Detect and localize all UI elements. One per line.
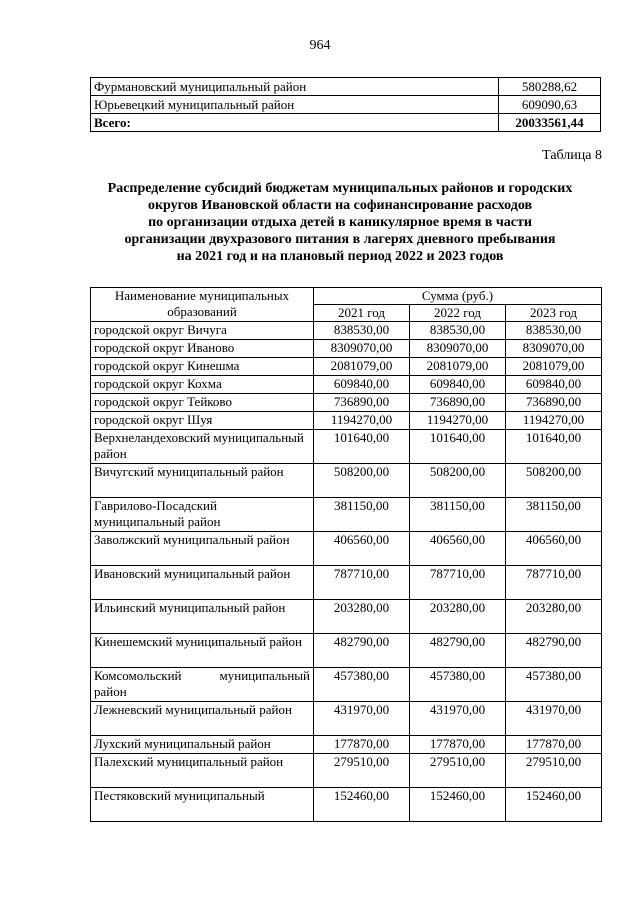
header-name: Наименование муниципальных образований [91,288,314,322]
amount-2023: 431970,00 [506,702,602,736]
amount-2022: 609840,00 [410,376,506,394]
table-row [91,754,602,788]
table-row [91,566,602,600]
amount-2023: 1194270,00 [506,412,602,430]
table-row [91,394,602,412]
table-row [91,736,602,754]
amount-2022: 2081079,00 [410,358,506,376]
amount-2021: 508200,00 [314,464,410,498]
district-name: Вичугский муниципальный район [91,464,314,498]
amount-2022: 1194270,00 [410,412,506,430]
amount-2021: 609840,00 [314,376,410,394]
table-label: Таблица 8 [542,148,602,163]
table-row [91,412,602,430]
amount-2022: 152460,00 [410,788,506,822]
amount-2021: 736890,00 [314,394,410,412]
amount-2022: 508200,00 [410,464,506,498]
amount-2023: 482790,00 [506,634,602,668]
amount-2022: 101640,00 [410,430,506,464]
amount-2022: 431970,00 [410,702,506,736]
table-row [91,376,602,394]
district-name: Юрьевецкий муниципальный район [91,96,499,114]
title-line: организации двухразового питания в лагерях дневного пребывания [124,232,556,247]
table-row [91,78,601,96]
title-line: округов Ивановской области на софинансирование расходов [147,198,533,213]
amount-2023: 177870,00 [506,736,602,754]
header-row [91,288,602,305]
amount-2021: 203280,00 [314,600,410,634]
amount-cell: 609090,63 [499,96,601,114]
amount-2023: 8309070,00 [506,340,602,358]
amount-2021: 2081079,00 [314,358,410,376]
table-row [91,498,602,532]
table-row [91,668,602,702]
title-line: на 2021 год и на плановый период 2022 и 2023 годов [176,249,504,264]
district-name: Пестяковский муниципальный [91,788,314,822]
table-row [91,634,602,668]
district-name: городской округ Шуя [91,412,314,430]
amount-2023: 381150,00 [506,498,602,532]
amount-2023: 787710,00 [506,566,602,600]
amount-2022: 457380,00 [410,668,506,702]
district-name: Лухский муниципальный район [91,736,314,754]
title-line: Распределение субсидий бюджетам муниципальных районов и городских [107,181,573,196]
subsidy-table [90,287,602,822]
amount-2021: 279510,00 [314,754,410,788]
amount-2021: 838530,00 [314,322,410,340]
table-row [91,322,602,340]
district-name: Верхнеландеховский муниципальный район [91,430,314,464]
district-name: Ильинский муниципальный район [91,600,314,634]
district-name: Гаврилово-Посадский муниципальный район [91,498,314,532]
amount-cell: 580288,62 [499,78,601,96]
amount-2023: 203280,00 [506,600,602,634]
table-row [91,600,602,634]
amount-2021: 431970,00 [314,702,410,736]
amount-2021: 152460,00 [314,788,410,822]
amount-2023: 508200,00 [506,464,602,498]
amount-2021: 177870,00 [314,736,410,754]
amount-2022: 736890,00 [410,394,506,412]
title-line: по организации отдыха детей в каникулярное время в части [148,215,532,230]
table-row [91,358,602,376]
table-row [91,532,602,566]
amount-2021: 101640,00 [314,430,410,464]
amount-2023: 101640,00 [506,430,602,464]
amount-2022: 279510,00 [410,754,506,788]
district-name: городской округ Вичуга [91,322,314,340]
district-name: городской округ Кинешма [91,358,314,376]
amount-2023: 406560,00 [506,532,602,566]
amount-2022: 177870,00 [410,736,506,754]
district-name: городской округ Иваново [91,340,314,358]
district-name: Комсомольский муниципальный район [91,668,314,702]
district-name: городской округ Тейково [91,394,314,412]
amount-2021: 457380,00 [314,668,410,702]
district-name: Кинешемский муниципальный район [91,634,314,668]
amount-2022: 838530,00 [410,322,506,340]
total-amount: 20033561,44 [499,114,601,132]
amount-2021: 1194270,00 [314,412,410,430]
amount-2022: 482790,00 [410,634,506,668]
district-name: Лежневский муниципальный район [91,702,314,736]
amount-2022: 381150,00 [410,498,506,532]
amount-2022: 8309070,00 [410,340,506,358]
amount-2022: 787710,00 [410,566,506,600]
amount-2023: 152460,00 [506,788,602,822]
district-name: Ивановский муниципальный район [91,566,314,600]
header-sum: Сумма (руб.) [314,288,602,305]
table-row [91,464,602,498]
amount-2021: 787710,00 [314,566,410,600]
table-row [91,702,602,736]
amount-2021: 482790,00 [314,634,410,668]
district-name: Заволжский муниципальный район [91,532,314,566]
amount-2021: 381150,00 [314,498,410,532]
amount-2023: 736890,00 [506,394,602,412]
table-row [91,788,602,822]
header-year-2021: 2021 год [314,305,410,322]
amount-2023: 457380,00 [506,668,602,702]
district-name: городской округ Кохма [91,376,314,394]
total-label: Всего: [91,114,499,132]
amount-2021: 8309070,00 [314,340,410,358]
document-title [80,180,600,265]
amount-2023: 2081079,00 [506,358,602,376]
total-row [91,114,601,132]
district-name: Палехский муниципальный район [91,754,314,788]
amount-2021: 406560,00 [314,532,410,566]
district-name: Фурмановский муниципальный район [91,78,499,96]
header-year-2022: 2022 год [410,305,506,322]
amount-2022: 203280,00 [410,600,506,634]
amount-2023: 609840,00 [506,376,602,394]
amount-2023: 838530,00 [506,322,602,340]
summary-table [90,77,601,132]
header-year-2023: 2023 год [506,305,602,322]
table-row [91,430,602,464]
table-row [91,340,602,358]
amount-2022: 406560,00 [410,532,506,566]
table-row [91,96,601,114]
page-number: 964 [309,38,331,53]
amount-2023: 279510,00 [506,754,602,788]
